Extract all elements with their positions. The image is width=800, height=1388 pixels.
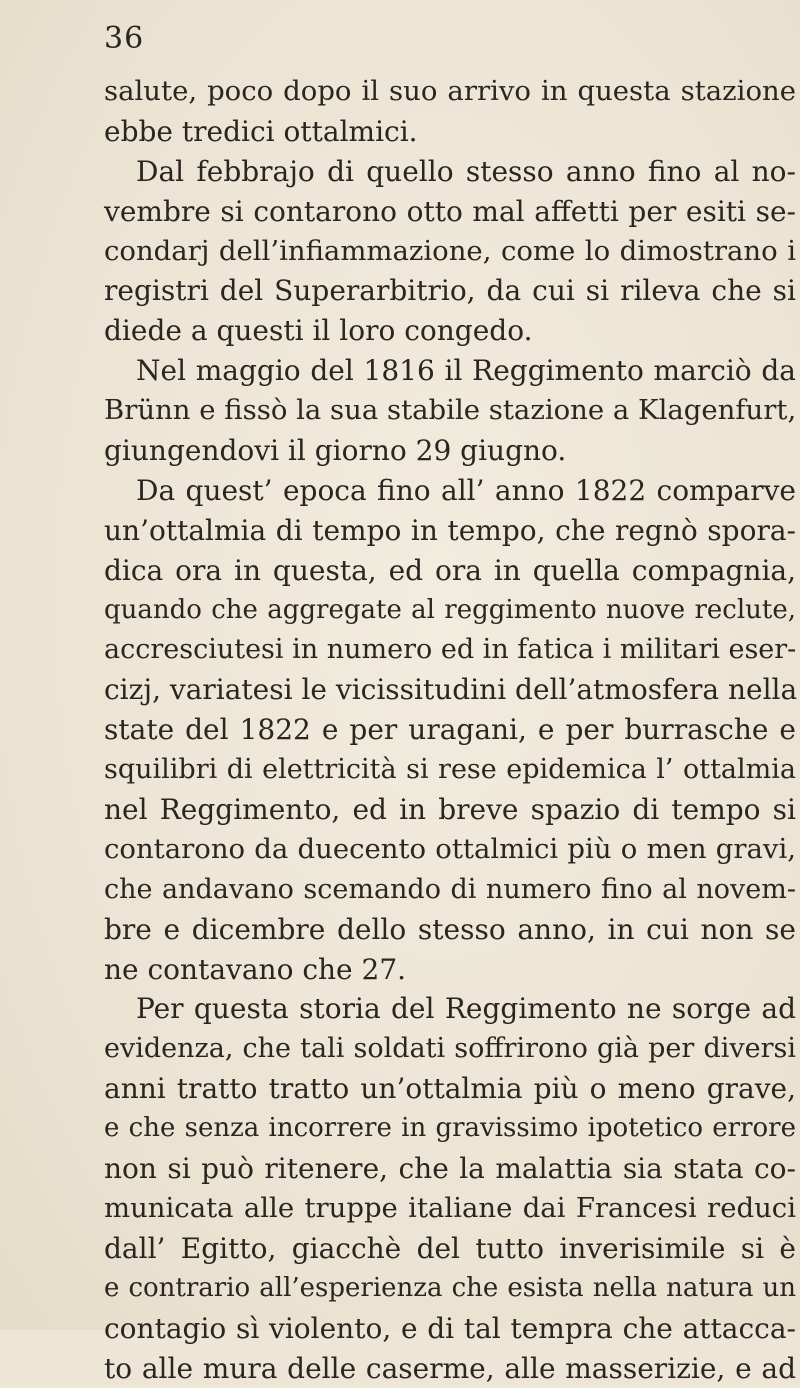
text-line: contarono da duecento ottalmici più o men gravi, (104, 830, 796, 870)
text-line: contagio sì violento, e di tal tempra che attacca- (104, 1309, 796, 1349)
text-line: Per questa storia del Reggimento ne sorge ad (104, 989, 796, 1029)
text-line: dica ora in questa, ed ora in quella compagnia, (104, 551, 796, 591)
text-line: Brünn e fissò la sua stabile stazione a Klagenfurt, (104, 391, 796, 431)
text-line: quando che aggregate al reggimento nuove reclute, (104, 591, 796, 631)
text-line: Da quest’ epoca fino all’ anno 1822 comparve (104, 471, 796, 511)
text-line: giungendovi il giorno 29 giugno. (104, 431, 796, 471)
text-line: nel Reggimento, ed in breve spazio di tempo si (104, 790, 796, 830)
page-number: 36 (104, 24, 144, 54)
text-line: diede a questi il loro congedo. (104, 311, 796, 351)
text-line: e contrario all’esperienza che esista nella natura un (104, 1269, 796, 1309)
text-line: evidenza, che tali soldati soffrirono già per diversi (104, 1029, 796, 1069)
text-line: municata alle truppe italiane dai Francesi reduci (104, 1189, 796, 1229)
text-line: che andavano scemando di numero fino al novem- (104, 870, 796, 910)
text-line: state del 1822 e per uragani, e per burrasche e (104, 710, 796, 750)
text-line: ne contavano che 27. (104, 950, 796, 990)
text-line: accresciutesi in numero ed in fatica i militari eser- (104, 630, 796, 670)
text-line: Dal febbrajo di quello stesso anno fino al no- (104, 152, 796, 192)
text-line: un’ottalmia di tempo in tempo, che regnò spora- (104, 511, 796, 551)
text-line: vembre si contarono otto mal affetti per esiti se- (104, 192, 796, 232)
text-line: ebbe tredici ottalmici. (104, 112, 796, 152)
text-line: e che senza incorrere in gravissimo ipotetico errore (104, 1109, 796, 1149)
body-text (104, 72, 796, 1388)
text-line: bre e dicembre dello stesso anno, in cui non se (104, 910, 796, 950)
text-line: non si può ritenere, che la malattia sia stata co- (104, 1149, 796, 1189)
text-line: anni tratto tratto un’ottalmia più o meno grave, (104, 1069, 796, 1109)
text-line: to alle mura delle caserme, alle masserizie, e ad (104, 1349, 796, 1388)
text-line: squilibri di elettricità si rese epidemica l’ ottalmia (104, 750, 796, 790)
text-line: registri del Superarbitrio, da cui si rileva che si (104, 271, 796, 311)
text-line: salute, poco dopo il suo arrivo in questa stazione (104, 72, 796, 112)
text-line: condarj dell’infiammazione, come lo dimostrano i (104, 232, 796, 272)
text-line: dall’ Egitto, giacchè del tutto inverisimile si è (104, 1229, 796, 1269)
text-line: cizj, variatesi le vicissitudini dell’atmosfera nella (104, 670, 796, 710)
text-line: Nel maggio del 1816 il Reggimento marciò da (104, 351, 796, 391)
